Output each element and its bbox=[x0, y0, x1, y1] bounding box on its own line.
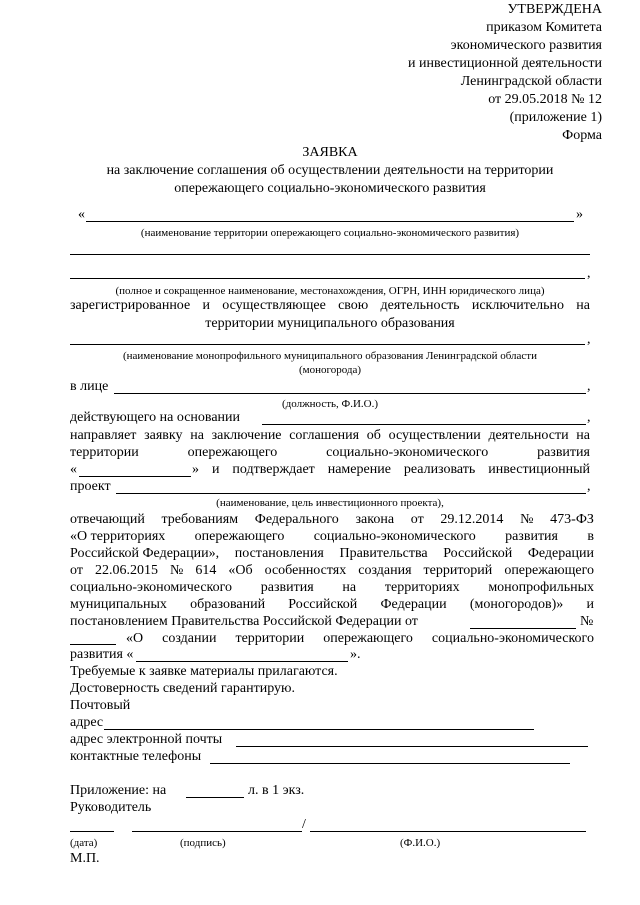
word: закона bbox=[355, 512, 395, 527]
word: Правительства bbox=[339, 546, 428, 561]
word: социально-экономического bbox=[326, 445, 489, 460]
word: (моногородов)» bbox=[469, 597, 564, 612]
word: от bbox=[70, 563, 83, 578]
word: отвечающий bbox=[70, 512, 145, 527]
signature-field[interactable] bbox=[132, 831, 302, 832]
approval-heading: УТВЕРЖДЕНА bbox=[507, 2, 602, 17]
phones-field[interactable] bbox=[210, 763, 570, 764]
in-person-label: в лице bbox=[70, 379, 109, 394]
word: и bbox=[202, 298, 210, 313]
approval-line: экономического развития bbox=[450, 38, 602, 53]
legal-entity-field-2[interactable] bbox=[70, 278, 585, 279]
word: № bbox=[520, 512, 534, 527]
comma: , bbox=[587, 332, 591, 347]
word: опережающего bbox=[323, 631, 413, 646]
approval-appendix: (приложение 1) bbox=[509, 110, 602, 125]
position-fio-field[interactable] bbox=[114, 393, 586, 394]
project-field[interactable] bbox=[116, 493, 586, 494]
address-field[interactable] bbox=[104, 729, 534, 730]
word: зарегистрированное bbox=[70, 298, 191, 313]
word: исключительно bbox=[471, 298, 564, 313]
address-label: адрес bbox=[70, 715, 104, 730]
word: «Об bbox=[228, 563, 253, 578]
word: «О bbox=[126, 631, 144, 646]
word: 22.06.2015 bbox=[94, 563, 158, 578]
quote-close: » bbox=[576, 207, 583, 222]
development-suffix: ». bbox=[350, 647, 361, 662]
attachment-label: Приложение: на bbox=[70, 783, 167, 798]
legal-line bbox=[70, 529, 594, 545]
word: социально-экономического bbox=[313, 529, 476, 544]
word: на bbox=[576, 298, 590, 313]
stamp-label: М.П. bbox=[70, 851, 100, 866]
monotown-field[interactable] bbox=[70, 344, 585, 345]
comma: , bbox=[587, 479, 591, 494]
approved-by-label: постановлением Правительства Российской Федерации от bbox=[70, 614, 418, 629]
position-hint: (должность, Ф.И.О.) bbox=[281, 398, 379, 410]
fio-field[interactable] bbox=[310, 831, 586, 832]
document-title: ЗАЯВКА bbox=[302, 145, 358, 160]
approval-form: Форма bbox=[562, 128, 602, 143]
word: и bbox=[586, 597, 594, 612]
legal-line bbox=[70, 597, 594, 613]
comma: , bbox=[587, 410, 591, 425]
development-prefix: развития « bbox=[70, 647, 134, 662]
word: № bbox=[169, 563, 184, 578]
creation-line bbox=[126, 631, 594, 647]
territory-short-field[interactable] bbox=[79, 476, 191, 477]
word: развития bbox=[505, 529, 558, 544]
comma: , bbox=[587, 379, 591, 394]
word: Российской bbox=[288, 597, 358, 612]
word: образований bbox=[190, 597, 266, 612]
word: на bbox=[190, 428, 204, 443]
word: заключение bbox=[211, 428, 282, 443]
number-sign: № bbox=[580, 614, 594, 629]
word: опережающего bbox=[504, 563, 594, 578]
word: опережающего bbox=[187, 445, 278, 460]
municipal-territory: территории муниципального образования bbox=[205, 316, 455, 331]
monotown-hint: (наименование монопрофильного муниципального образования Ленинградской области bbox=[122, 350, 538, 362]
project-label: проект bbox=[70, 479, 111, 494]
head-label: Руководитель bbox=[70, 800, 152, 815]
legal-entity-field[interactable] bbox=[70, 254, 590, 255]
word: территории bbox=[235, 631, 305, 646]
comma: , bbox=[587, 266, 591, 281]
word: в bbox=[587, 529, 594, 544]
monotown-hint-2: (моногорода) bbox=[298, 364, 362, 376]
date-label: (дата) bbox=[70, 837, 98, 849]
word: Федерации bbox=[527, 546, 594, 561]
word: создания bbox=[358, 563, 412, 578]
word: направляет bbox=[70, 428, 137, 443]
approval-line: приказом Комитета bbox=[486, 20, 602, 35]
word: опережающего bbox=[194, 529, 285, 544]
word: территорий bbox=[423, 563, 493, 578]
word: на bbox=[342, 580, 357, 595]
confirms-intention: » и подтверждает намерение реализовать инвестиционный bbox=[192, 462, 590, 477]
slash: / bbox=[302, 817, 306, 832]
approval-date: от 29.05.2018 № 12 bbox=[488, 92, 602, 107]
territory-name-field[interactable] bbox=[86, 221, 574, 222]
word: на bbox=[576, 428, 590, 443]
word: об bbox=[366, 428, 381, 443]
word: осуществлении bbox=[388, 428, 481, 443]
word: Федерации bbox=[380, 597, 447, 612]
word: монопрофильных bbox=[488, 580, 594, 595]
email-label: адрес электронной почты bbox=[70, 732, 223, 747]
signature-label: (подпись) bbox=[180, 837, 226, 849]
basis-field[interactable] bbox=[262, 424, 586, 425]
legal-line bbox=[70, 546, 594, 562]
word: муниципальных bbox=[70, 597, 167, 612]
acting-basis-label: действующего на основании bbox=[70, 410, 241, 425]
email-field[interactable] bbox=[236, 746, 588, 747]
sends-line bbox=[70, 428, 590, 444]
word: свою bbox=[338, 298, 369, 313]
word: постановления bbox=[234, 546, 324, 561]
quote-open: « bbox=[78, 207, 85, 222]
word: развития bbox=[537, 445, 590, 460]
legal-line bbox=[70, 563, 594, 579]
word: осуществляющее bbox=[222, 298, 326, 313]
word: Федерального bbox=[254, 512, 339, 527]
fio-label: (Ф.И.О.) bbox=[400, 837, 441, 849]
word: деятельность bbox=[380, 298, 460, 313]
attachment-suffix: л. в 1 экз. bbox=[248, 783, 305, 798]
word: «О территориях bbox=[70, 529, 166, 544]
resolution-date-field[interactable] bbox=[470, 628, 576, 629]
postal-label: Почтовый bbox=[70, 698, 131, 713]
document-subtitle: опережающего социально-экономического развития bbox=[174, 181, 486, 196]
word: особенностях bbox=[264, 563, 347, 578]
word: заявку bbox=[144, 428, 183, 443]
word: развития bbox=[260, 580, 314, 595]
word: соглашения bbox=[289, 428, 360, 443]
phones-label: контактные телефоны bbox=[70, 749, 202, 764]
word: территориях bbox=[384, 580, 460, 595]
legal-line bbox=[70, 512, 594, 528]
materials-attached: Требуемые к заявке материалы прилагаются. bbox=[70, 664, 338, 679]
word: 614 bbox=[195, 563, 217, 578]
document-subtitle: на заключение соглашения об осуществлении деятельности на территории bbox=[106, 163, 554, 178]
word: Российской Федерации», bbox=[70, 546, 220, 561]
approval-line: Ленинградской области bbox=[460, 74, 602, 89]
territory-line bbox=[70, 445, 590, 461]
approval-line: и инвестиционной деятельности bbox=[408, 56, 602, 71]
legal-line bbox=[70, 580, 594, 596]
date-field[interactable] bbox=[70, 831, 114, 832]
word: Российской bbox=[443, 546, 513, 561]
project-hint: (наименование, цель инвестиционного проекта), bbox=[216, 497, 444, 509]
attachment-pages-field[interactable] bbox=[186, 797, 244, 798]
word: территории bbox=[70, 445, 139, 460]
word: 473-ФЗ bbox=[550, 512, 594, 527]
resolution-number-field[interactable] bbox=[70, 644, 116, 645]
registered-line bbox=[70, 298, 590, 314]
word: требованиям bbox=[161, 512, 239, 527]
word: от bbox=[410, 512, 424, 527]
word: создании bbox=[162, 631, 217, 646]
reliability-statement: Достоверность сведений гарантирую. bbox=[70, 681, 295, 696]
word: социально-экономического bbox=[431, 631, 594, 646]
territory-name-field-2[interactable] bbox=[136, 661, 348, 662]
word: 29.12.2014 bbox=[440, 512, 504, 527]
legal-entity-hint: (полное и сокращенное наименование, местонахождения, ОГРН, ИНН юридического лица) bbox=[115, 285, 545, 297]
word: социально-экономического bbox=[70, 580, 233, 595]
word: деятельности bbox=[488, 428, 569, 443]
quote-open: « bbox=[70, 462, 77, 477]
territory-hint: (наименование территории опережающего социально-экономического развития) bbox=[140, 227, 520, 239]
